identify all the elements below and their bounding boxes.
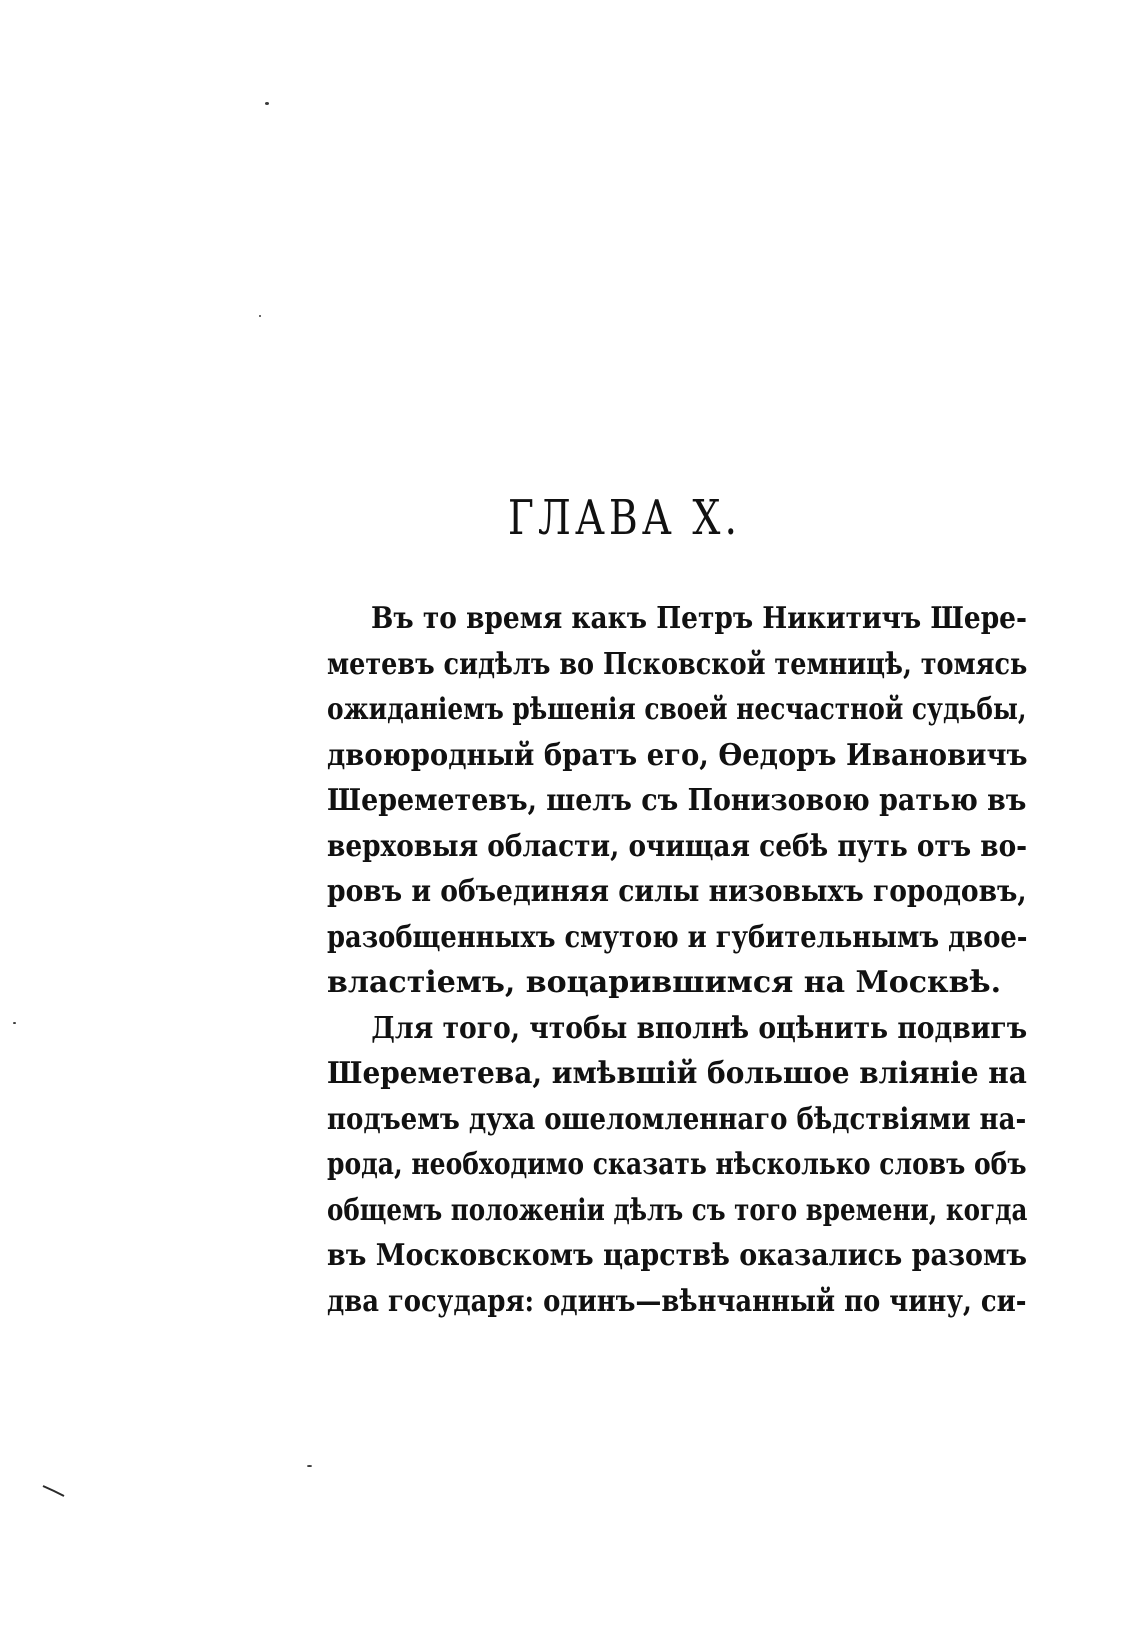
text-line: рода, необходимо сказать нѣсколько словъ объ — [327, 1147, 1027, 1182]
text-line: въ Московскомъ царствѣ оказались разомъ — [327, 1238, 1028, 1273]
scan-speck — [13, 1022, 16, 1024]
scan-speck — [307, 1465, 312, 1467]
text-line: Для того, чтобы вполнѣ оцѣнить подвигъ — [371, 1010, 1028, 1046]
text-line: ожиданіемъ рѣшенія своей несчастной судьбы, — [327, 692, 1027, 727]
text-line: разобщенныхъ смутою и губительнымъ двое- — [327, 919, 1028, 955]
text-line: подъемъ духа ошеломленнаго бѣдствіями на- — [327, 1101, 1027, 1137]
text-line: властіемъ, воцарившимся на Москвѣ. — [327, 965, 1002, 1000]
text-line: общемъ положеніи дѣлъ съ того времени, когда — [327, 1192, 1028, 1228]
text-line: два государя: одинъ—вѣнчанный по чину, си- — [327, 1283, 1027, 1319]
text-line: Шереметева, имѣвшій большое вліяніе на — [327, 1056, 1027, 1091]
text-line: двоюродный братъ его, Ѳедоръ Ивановичъ — [327, 737, 1028, 773]
scan-speck — [259, 315, 261, 317]
text-line: метевъ сидѣлъ во Псковской темницѣ, томясь — [327, 646, 1028, 682]
scan-speck — [265, 102, 269, 105]
text-line: верховыя области, очищая себѣ путь отъ во- — [327, 828, 1028, 864]
text-line: Шереметевъ, шелъ съ Понизовою ратью въ — [327, 783, 1027, 818]
text-line: Въ то время какъ Петръ Никитичъ Шере- — [371, 601, 1027, 636]
chapter-title: ГЛАВА X. — [507, 490, 742, 546]
text-line: ровъ и объединяя силы низовыхъ городовъ, — [327, 874, 1027, 909]
body-text — [327, 596, 1027, 1324]
scan-mark — [42, 1484, 68, 1498]
